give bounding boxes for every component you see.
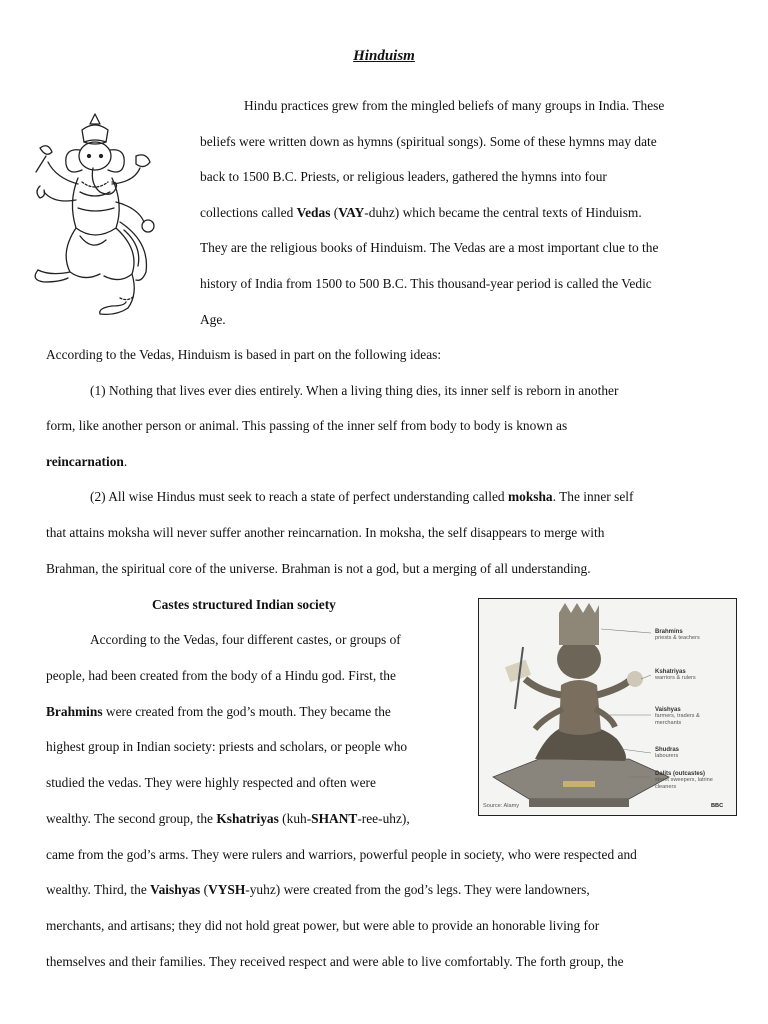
caste-label-desc: labourers [655,753,679,760]
text-run: were created from the god’s mouth. They became the [102,704,391,719]
ganesha-illustration [20,112,190,327]
caste-label-name: Brahmins [655,629,683,635]
caste-label-desc: priests & teachers [655,635,700,642]
pronunciation-stress: VYSH [208,882,246,897]
castes-line-2: people, had been created from the body of a Hindu god. First, the [46,668,396,683]
text-run: collections called [200,205,297,220]
caste-label-name: Vaishyas [655,707,681,713]
idea-1-line-3 [46,444,127,480]
ideas-lead: According to the Vedas, Hinduism is based in part on the following ideas: [46,347,442,362]
idea-1-line-2: form, like another person or animal. This passing of the inner self from body to body is known as [46,418,568,433]
intro-line-6: history of India from 1500 to 500 B.C. This thousand-year period is called the Vedic [200,276,652,291]
text-run: -ree-uhz), [357,811,410,826]
caste-statue-figure [478,598,737,816]
text-run: (kuh- [278,811,312,826]
caste-label-brahmins [655,629,700,642]
caste-label-vaishyas [655,707,725,726]
text-run: -duhz) which became the central texts of Hinduism. [364,205,642,220]
term-reincarnation: reincarnation [46,454,124,469]
caste-label-desc: warriors & rulers [655,675,696,682]
castes-line-8 [46,872,590,908]
pronunciation-stress: VAY [338,205,365,220]
castes-line-3 [46,694,391,730]
caste-label-desc: farmers, traders & merchants [655,713,700,726]
caste-label-name: Shudras [655,747,680,753]
castes-line-5: studied the vedas. They were highly respected and often were [46,775,376,790]
caste-label-dalits [655,771,727,790]
intro-line-7: Age. [200,312,226,327]
castes-line-6 [46,801,410,837]
text-run: . [123,454,128,469]
intro-line-1: Hindu practices grew from the mingled beliefs of many groups in India. These [244,98,665,113]
intro-line-4 [200,195,642,231]
text-run: -yuhz) were created from the god’s legs. They were landowners, [245,882,590,897]
text-run: wealthy. Third, the [46,882,151,897]
idea-2-line-1 [90,479,633,515]
intro-line-2: beliefs were written down as hymns (spiritual songs). Some of these hymns may date [200,134,657,149]
page-title: Hinduism [353,48,415,64]
text-run: wealthy. The second group, the [46,811,217,826]
term-kshatriyas: Kshatriyas [216,811,279,826]
text-run: ( [200,882,209,897]
term-vedas: Vedas [296,205,331,220]
term-vaishyas: Vaishyas [150,882,201,897]
castes-line-4: highest group in Indian society: priests and scholars, or people who [46,739,408,754]
term-moksha: moksha [507,489,553,504]
castes-heading: Castes structured Indian society [152,597,336,612]
idea-1-line-1: (1) Nothing that lives ever dies entirely. When a living thing dies, its inner self is reborn in another [90,383,619,398]
castes-line-1: According to the Vedas, four different castes, or groups of [90,632,401,647]
term-brahmins: Brahmins [46,704,103,719]
image-source-caption: Source: Alamy [483,803,520,809]
intro-line-3: back to 1500 B.C. Priests, or religious leaders, gathered the hymns into four [200,169,607,184]
caste-label-name: Dalits (outcastes) [655,771,706,777]
text-run: . The inner self [552,489,634,504]
intro-line-5: They are the religious books of Hinduism. The Vedas are a most important clue to the [200,240,659,255]
castes-line-10: themselves and their families. They received respect and were able to live comfortably. The forth group, the [46,954,624,969]
pronunciation-stress: SHANT [311,811,358,826]
caste-label-shudras [655,747,679,760]
text-run: ( [330,205,339,220]
caste-label-desc: street sweepers, latrine cleaners [655,777,713,790]
castes-line-7: came from the god’s arms. They were rulers and warriors, powerful people in society, who were respected and [46,847,637,862]
castes-line-9: merchants, and artisans; they did not hold great power, but were able to provide an honorable living for [46,918,600,933]
text-run: (2) All wise Hindus must seek to reach a state of perfect understanding called [90,489,508,504]
idea-2-line-3: Brahman, the spiritual core of the universe. Brahman is not a god, but a merging of all understanding. [46,561,591,576]
caste-label-kshatriyas [655,669,696,682]
idea-2-line-2: that attains moksha will never suffer another reincarnation. In moksha, the self disappears to merge with [46,525,605,540]
bbc-credit: BBC [711,803,724,809]
caste-label-name: Kshatriyas [655,669,686,675]
